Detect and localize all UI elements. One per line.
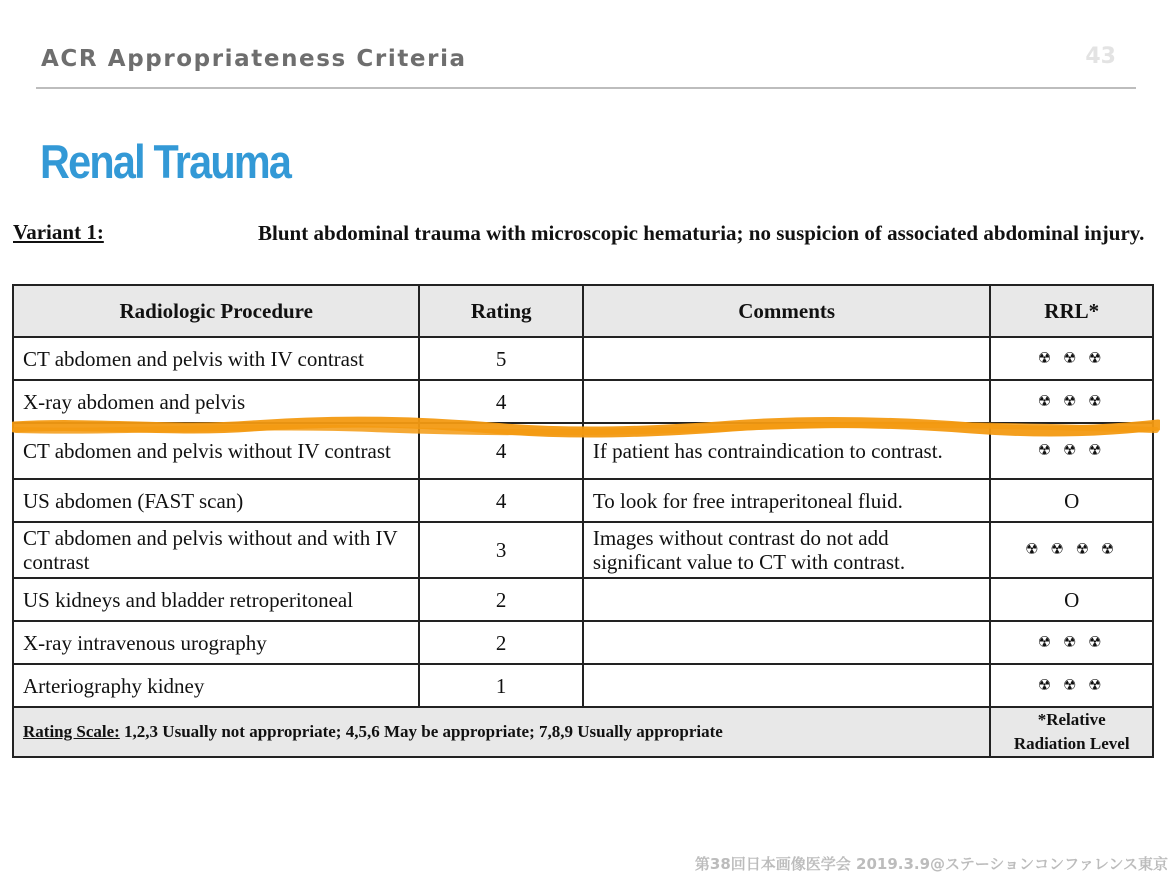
rating-cell: 2 bbox=[419, 578, 583, 621]
procedure-cell: US abdomen (FAST scan) bbox=[13, 479, 419, 522]
header-comments: Comments bbox=[583, 285, 990, 337]
comments-cell bbox=[583, 337, 990, 380]
rrl-cell: ☢ ☢ ☢ ☢ bbox=[990, 522, 1153, 578]
table-header-row bbox=[13, 285, 1153, 337]
header-rating: Rating bbox=[419, 285, 583, 337]
rating-cell: 5 bbox=[419, 337, 583, 380]
rrl-cell: ☢ ☢ ☢ bbox=[990, 337, 1153, 380]
variant-description: Blunt abdominal trauma with microscopic hematuria; no suspicion of associated abdominal injury. bbox=[258, 221, 1145, 245]
rating-scale-cell bbox=[13, 707, 990, 757]
procedure-cell: US kidneys and bladder retroperitoneal bbox=[13, 578, 419, 621]
comments-cell bbox=[583, 578, 990, 621]
rrl-legend-line2: Radiation Level bbox=[1013, 734, 1130, 753]
rating-cell: 4 bbox=[419, 423, 583, 479]
comments-cell: Images without contrast do not add significant value to CT with contrast. bbox=[583, 522, 990, 578]
page-number: 43 bbox=[1085, 44, 1116, 69]
rrl-cell: O bbox=[990, 479, 1153, 522]
rating-scale-row bbox=[13, 707, 1153, 757]
procedure-cell: Arteriography kidney bbox=[13, 664, 419, 707]
header-title: ACR Appropriateness Criteria bbox=[41, 46, 467, 72]
table-row bbox=[13, 621, 1153, 664]
rating-cell: 3 bbox=[419, 522, 583, 578]
rating-scale-text: 1,2,3 Usually not appropriate; 4,5,6 May be appropriate; 7,8,9 Usually appropriate bbox=[124, 722, 723, 741]
rating-cell: 2 bbox=[419, 621, 583, 664]
table-row bbox=[13, 522, 1153, 578]
footer-credit: 第38回日本画像医学会 2019.3.9@ステーションコンファレンス東京 bbox=[694, 855, 1168, 873]
header-divider bbox=[36, 87, 1136, 89]
header-rrl: RRL* bbox=[990, 285, 1153, 337]
rrl-cell: ☢ ☢ ☢ bbox=[990, 664, 1153, 707]
comments-cell: If patient has contraindication to contrast. bbox=[583, 423, 990, 479]
rrl-cell: ☢ ☢ ☢ bbox=[990, 621, 1153, 664]
procedure-cell: CT abdomen and pelvis without and with IV contrast bbox=[13, 522, 419, 578]
comments-cell bbox=[583, 621, 990, 664]
table-row bbox=[13, 423, 1153, 479]
comments-cell bbox=[583, 380, 990, 423]
rrl-cell: ☢ ☢ ☢ bbox=[990, 423, 1153, 479]
rating-cell: 4 bbox=[419, 380, 583, 423]
comments-cell: To look for free intraperitoneal fluid. bbox=[583, 479, 990, 522]
rating-scale-label: Rating Scale: bbox=[23, 722, 120, 741]
rating-cell: 4 bbox=[419, 479, 583, 522]
procedure-cell: CT abdomen and pelvis with IV contrast bbox=[13, 337, 419, 380]
variant-label: Variant 1: bbox=[13, 220, 104, 244]
rrl-legend-cell bbox=[990, 707, 1153, 757]
procedure-cell: CT abdomen and pelvis without IV contrast bbox=[13, 423, 419, 479]
table-row bbox=[13, 337, 1153, 380]
slide-title: Renal Trauma bbox=[40, 135, 291, 188]
rrl-cell: ☢ ☢ ☢ bbox=[990, 380, 1153, 423]
rating-cell: 1 bbox=[419, 664, 583, 707]
table-row bbox=[13, 664, 1153, 707]
rrl-legend-line1: *Relative bbox=[1037, 710, 1106, 729]
procedure-cell: X-ray intravenous urography bbox=[13, 621, 419, 664]
criteria-table bbox=[12, 284, 1154, 758]
rrl-cell: O bbox=[990, 578, 1153, 621]
table-row bbox=[13, 479, 1153, 522]
table-row bbox=[13, 578, 1153, 621]
header-procedure: Radiologic Procedure bbox=[13, 285, 419, 337]
procedure-cell: X-ray abdomen and pelvis bbox=[13, 380, 419, 423]
table-row bbox=[13, 380, 1153, 423]
comments-cell bbox=[583, 664, 990, 707]
